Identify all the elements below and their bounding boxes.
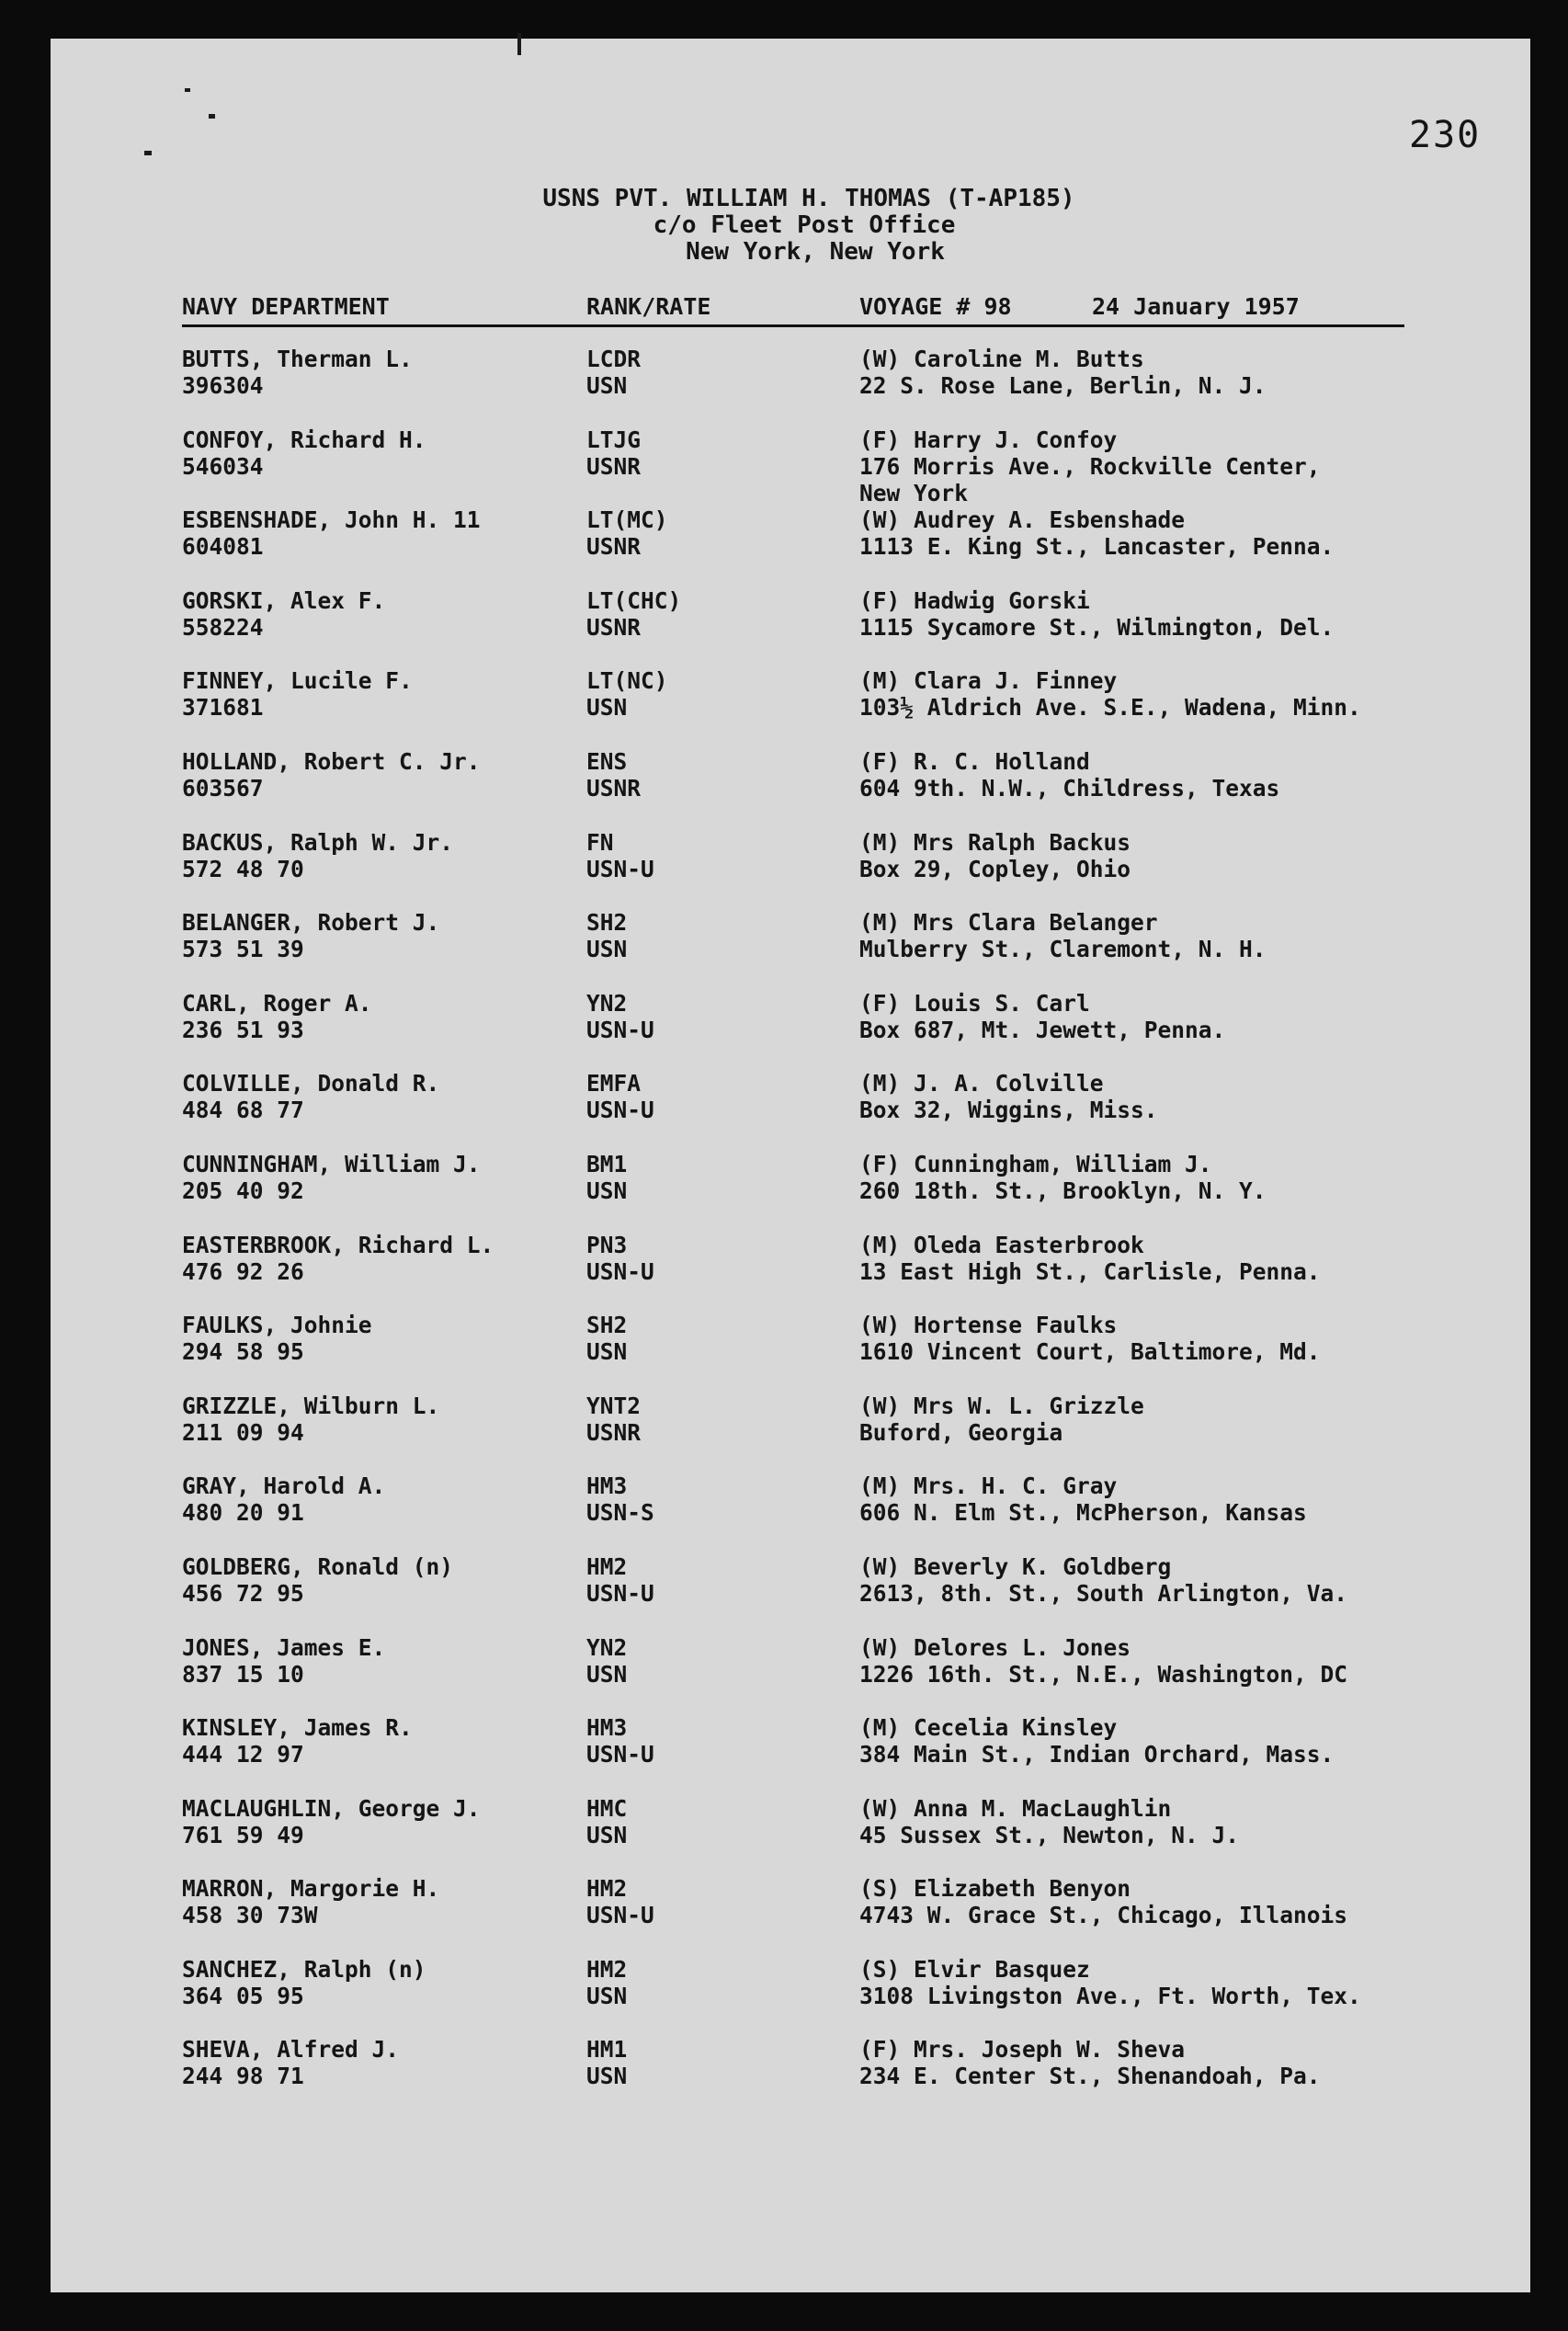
address-line: 45 Sussex St., Newton, N. J. <box>859 1821 1240 1848</box>
service-number: 546034 <box>182 452 264 480</box>
letterhead <box>51 186 1530 266</box>
rank-column <box>586 990 654 1043</box>
next-of-kin-column <box>859 1070 1158 1123</box>
name-column <box>182 748 481 802</box>
address-line: 3108 Livingston Ave., Ft. Worth, Tex. <box>859 1982 1361 2009</box>
name-column <box>182 1553 453 1607</box>
next-of-kin: (M) Oleda Easterbrook <box>859 1231 1144 1258</box>
name-column <box>182 1875 439 1928</box>
rank: LT(CHC) <box>586 586 682 614</box>
header-department: NAVY DEPARTMENT <box>182 293 390 320</box>
city: New York, New York <box>686 238 945 266</box>
next-of-kin: (F) Cunningham, William J. <box>859 1150 1212 1177</box>
rank: SH2 <box>586 909 628 937</box>
address-line: 1226 16th. St., N.E., Washington, DC <box>859 1660 1348 1688</box>
person-name: KINSLEY, James R. <box>182 1714 413 1742</box>
name-column <box>182 1795 481 1848</box>
service-number: 364 05 95 <box>182 1982 304 2009</box>
service-number: 572 48 70 <box>182 855 304 882</box>
rank-column <box>586 426 641 480</box>
rank: HM1 <box>586 2036 628 2064</box>
address-line: 103½ Aldrich Ave. S.E., Wadena, Minn. <box>859 694 1361 722</box>
person-name: COLVILLE, Donald R. <box>182 1070 440 1097</box>
person-name: GRAY, Harold A. <box>182 1473 386 1500</box>
list-item <box>51 346 1530 426</box>
name-column <box>182 1956 426 2009</box>
address-line: 606 N. Elm St., McPherson, Kansas <box>859 1499 1307 1527</box>
branch: USN-S <box>586 1499 654 1527</box>
list-item <box>51 909 1530 990</box>
name-column <box>182 1232 494 1285</box>
service-number: 837 15 10 <box>182 1660 304 1688</box>
rank: HM2 <box>586 1875 628 1903</box>
next-of-kin-column <box>859 1875 1347 1928</box>
name-column <box>182 1714 413 1768</box>
next-of-kin-column <box>859 667 1361 721</box>
rank: PN3 <box>586 1231 628 1258</box>
next-of-kin: (S) Elizabeth Benyon <box>859 1875 1131 1903</box>
next-of-kin: (S) Elvir Basquez <box>859 1955 1090 1983</box>
branch: USNR <box>586 613 642 641</box>
address-line: 2613, 8th. St., South Arlington, Va. <box>859 1579 1348 1607</box>
branch: USN-U <box>586 1016 654 1043</box>
name-column <box>182 829 453 882</box>
list-item <box>51 990 1530 1071</box>
next-of-kin-column <box>859 1473 1307 1526</box>
branch: USN-U <box>586 1902 654 1929</box>
service-number: 444 12 97 <box>182 1741 304 1768</box>
rank: HM2 <box>586 1552 628 1580</box>
next-of-kin-column <box>859 909 1267 962</box>
branch: USN-U <box>586 1741 654 1768</box>
rank-column <box>586 587 681 641</box>
rank: HM3 <box>586 1714 628 1742</box>
address-line: Box 29, Copley, Ohio <box>859 855 1131 882</box>
rank-column <box>586 1473 654 1526</box>
service-number: 476 92 26 <box>182 1257 304 1285</box>
next-of-kin-column <box>859 1232 1321 1285</box>
list-item <box>51 1393 1530 1473</box>
rank-column <box>586 1312 627 1365</box>
list-item <box>51 1553 1530 1634</box>
name-column <box>182 587 385 641</box>
next-of-kin-column <box>859 1553 1347 1607</box>
branch: USNR <box>586 533 642 561</box>
person-name: GOLDBERG, Ronald (n) <box>182 1552 454 1580</box>
next-of-kin-column <box>859 1312 1321 1365</box>
person-name: FINNEY, Lucile F. <box>182 667 413 695</box>
name-column <box>182 1634 385 1688</box>
branch: USN-U <box>586 855 654 882</box>
name-column <box>182 1473 385 1526</box>
address-line: 384 Main St., Indian Orchard, Mass. <box>859 1741 1335 1768</box>
list-item <box>51 829 1530 910</box>
name-column <box>182 506 481 560</box>
list-item <box>51 667 1530 748</box>
address-line: 4743 W. Grace St., Chicago, Illanois <box>859 1902 1348 1929</box>
service-number: 558224 <box>182 613 264 641</box>
person-name: BELANGER, Robert J. <box>182 909 440 937</box>
address-line: Buford, Georgia <box>859 1418 1063 1446</box>
next-of-kin-column <box>859 1714 1334 1768</box>
personnel-list <box>51 346 1530 2117</box>
address-line: 1115 Sycamore St., Wilmington, Del. <box>859 613 1335 641</box>
next-of-kin: (F) Louis S. Carl <box>859 989 1090 1017</box>
next-of-kin-column <box>859 1393 1144 1446</box>
rank-column <box>586 1795 627 1848</box>
rank: YN2 <box>586 1633 628 1661</box>
service-number: 294 58 95 <box>182 1338 304 1366</box>
next-of-kin-column <box>859 587 1334 641</box>
next-of-kin-column <box>859 1634 1347 1688</box>
rank: ENS <box>586 747 628 775</box>
next-of-kin: (M) Clara J. Finney <box>859 667 1118 695</box>
person-name: GORSKI, Alex F. <box>182 586 386 614</box>
service-number: 603567 <box>182 774 264 802</box>
list-item <box>51 1634 1530 1715</box>
service-number: 456 72 95 <box>182 1579 304 1607</box>
next-of-kin: (F) Hadwig Gorski <box>859 586 1090 614</box>
branch: USN <box>586 1338 628 1366</box>
address-line: Mulberry St., Claremont, N. H. <box>859 936 1267 963</box>
service-number: 371681 <box>182 694 264 722</box>
person-name: CONFOY, Richard H. <box>182 426 426 453</box>
name-column <box>182 1151 481 1204</box>
rank: LT(NC) <box>586 667 668 695</box>
next-of-kin: (M) Mrs Clara Belanger <box>859 909 1158 937</box>
address-line: Box 687, Mt. Jewett, Penna. <box>859 1016 1226 1043</box>
scan-mark <box>144 151 152 155</box>
rank: EMFA <box>586 1070 642 1097</box>
name-column <box>182 667 413 721</box>
rank-column <box>586 909 627 962</box>
branch: USN-U <box>586 1097 654 1124</box>
service-number: 211 09 94 <box>182 1418 304 1446</box>
service-number: 205 40 92 <box>182 1177 304 1204</box>
rank-column <box>586 1553 654 1607</box>
next-of-kin: (W) Delores L. Jones <box>859 1633 1131 1661</box>
person-name: SANCHEZ, Ralph (n) <box>182 1955 426 1983</box>
next-of-kin: (M) Mrs. H. C. Gray <box>859 1473 1118 1500</box>
address-line: 604 9th. N.W., Childress, Texas <box>859 774 1280 802</box>
person-name: GRIZZLE, Wilburn L. <box>182 1392 440 1419</box>
name-column <box>182 426 426 480</box>
list-item <box>51 1473 1530 1553</box>
list-item <box>51 748 1530 829</box>
rank: YN2 <box>586 989 628 1017</box>
next-of-kin-column <box>859 990 1225 1043</box>
next-of-kin: (M) Cecelia Kinsley <box>859 1714 1118 1742</box>
list-item <box>51 2036 1530 2117</box>
person-name: EASTERBROOK, Richard L. <box>182 1231 494 1258</box>
service-number: 604081 <box>182 533 264 561</box>
next-of-kin: (M) Mrs Ralph Backus <box>859 828 1131 856</box>
address-line: 234 E. Center St., Shenandoah, Pa. <box>859 2063 1321 2090</box>
branch: USNR <box>586 452 642 480</box>
next-of-kin-column <box>859 829 1131 882</box>
service-number: 484 68 77 <box>182 1097 304 1124</box>
next-of-kin: (W) Beverly K. Goldberg <box>859 1552 1172 1580</box>
list-item <box>51 1956 1530 2037</box>
scan-mark <box>209 114 215 119</box>
header-voyage: VOYAGE # 98 <box>859 293 1012 320</box>
next-of-kin: (F) Mrs. Joseph W. Sheva <box>859 2036 1186 2064</box>
next-of-kin: (F) Harry J. Confoy <box>859 426 1118 453</box>
rank-column <box>586 829 654 882</box>
rank: BM1 <box>586 1150 628 1177</box>
person-name: HOLLAND, Robert C. Jr. <box>182 747 481 775</box>
address-line: 13 East High St., Carlisle, Penna. <box>859 1257 1321 1285</box>
rank: LT(MC) <box>586 506 668 534</box>
service-number: 236 51 93 <box>182 1016 304 1043</box>
rank: HM3 <box>586 1473 628 1500</box>
next-of-kin-column <box>859 1956 1361 2009</box>
person-name: CARL, Roger A. <box>182 989 372 1017</box>
person-name: MARRON, Margorie H. <box>182 1875 440 1903</box>
next-of-kin-column <box>859 2036 1321 2089</box>
list-item <box>51 1795 1530 1876</box>
branch: USN <box>586 372 628 399</box>
branch: USN <box>586 1982 628 2009</box>
list-item <box>51 426 1530 507</box>
rank-column <box>586 1714 654 1768</box>
next-of-kin: (W) Mrs W. L. Grizzle <box>859 1392 1144 1419</box>
person-name: ESBENSHADE, John H. 11 <box>182 506 481 534</box>
name-column <box>182 2036 399 2089</box>
service-number: 480 20 91 <box>182 1499 304 1527</box>
name-column <box>182 1312 372 1365</box>
rank-column <box>586 506 668 560</box>
rank: FN <box>586 828 614 856</box>
next-of-kin: (W) Caroline M. Butts <box>859 346 1144 372</box>
person-name: CUNNINGHAM, William J. <box>182 1150 481 1177</box>
rank-column <box>586 2036 627 2089</box>
branch: USNR <box>586 1418 642 1446</box>
name-column <box>182 990 372 1043</box>
rank-column <box>586 1070 654 1123</box>
address-line: 260 18th. St., Brooklyn, N. Y. <box>859 1177 1267 1204</box>
next-of-kin-column <box>859 1795 1239 1848</box>
name-column <box>182 1393 439 1446</box>
list-item <box>51 1151 1530 1232</box>
rank: HM2 <box>586 1955 628 1983</box>
rank-column <box>586 1875 654 1928</box>
service-number: 573 51 39 <box>182 936 304 963</box>
rank: YNT2 <box>586 1392 642 1419</box>
list-item <box>51 1875 1530 1956</box>
address-line: 176 Morris Ave., Rockville Center, <box>859 452 1321 480</box>
person-name: BUTTS, Therman L. <box>182 346 413 372</box>
next-of-kin-column <box>859 346 1267 399</box>
rank-column <box>586 1956 627 2009</box>
rank-column <box>586 1232 654 1285</box>
rank: LTJG <box>586 426 642 453</box>
table-header <box>182 293 1404 327</box>
rank-column <box>586 667 668 721</box>
address-line: Box 32, Wiggins, Miss. <box>859 1097 1158 1124</box>
branch: USN <box>586 2063 628 2090</box>
service-number: 396304 <box>182 372 264 399</box>
scan-mark <box>517 33 521 55</box>
next-of-kin: (F) R. C. Holland <box>859 747 1090 775</box>
next-of-kin: (W) Anna M. MacLaughlin <box>859 1794 1172 1822</box>
post-office: c/o Fleet Post Office <box>653 211 956 239</box>
branch: USN <box>586 1177 628 1204</box>
branch: USN-U <box>586 1579 654 1607</box>
header-rank-rate: RANK/RATE <box>586 293 711 320</box>
person-name: FAULKS, Johnie <box>182 1312 372 1339</box>
list-item <box>51 1714 1530 1795</box>
list-item <box>51 506 1530 587</box>
list-item <box>51 1232 1530 1313</box>
address-line: 22 S. Rose Lane, Berlin, N. J. <box>859 372 1267 399</box>
ship-name: USNS PVT. WILLIAM H. THOMAS (T-AP185) <box>542 185 1075 212</box>
name-column <box>182 909 439 962</box>
next-of-kin: (W) Audrey A. Esbenshade <box>859 506 1186 534</box>
rank-column <box>586 1151 627 1204</box>
rank: LCDR <box>586 346 642 372</box>
rank: SH2 <box>586 1312 628 1339</box>
next-of-kin-column <box>859 506 1334 560</box>
name-column <box>182 1070 439 1123</box>
rank-column <box>586 1393 641 1446</box>
branch: USN <box>586 1821 628 1848</box>
next-of-kin: (M) J. A. Colville <box>859 1070 1104 1097</box>
list-item <box>51 587 1530 668</box>
next-of-kin-column <box>859 426 1321 506</box>
service-number: 761 59 49 <box>182 1821 304 1848</box>
next-of-kin-column <box>859 1151 1267 1204</box>
address-line: 1113 E. King St., Lancaster, Penna. <box>859 533 1335 561</box>
scan-mark <box>185 88 190 92</box>
rank: HMC <box>586 1794 628 1822</box>
header-date: 24 January 1957 <box>1092 293 1300 320</box>
branch: USN-U <box>586 1257 654 1285</box>
list-item <box>51 1312 1530 1393</box>
address-line: 1610 Vincent Court, Baltimore, Md. <box>859 1338 1321 1366</box>
person-name: SHEVA, Alfred J. <box>182 2036 400 2064</box>
next-of-kin-column <box>859 748 1279 802</box>
person-name: BACKUS, Ralph W. Jr. <box>182 828 454 856</box>
rank-column <box>586 1634 627 1688</box>
address-line: New York <box>859 479 969 506</box>
rank-column <box>586 346 641 399</box>
rank-column <box>586 748 641 802</box>
next-of-kin: (W) Hortense Faulks <box>859 1312 1118 1339</box>
name-column <box>182 346 413 399</box>
person-name: MACLAUGHLIN, George J. <box>182 1794 481 1822</box>
service-number: 244 98 71 <box>182 2063 304 2090</box>
page-number: 230 <box>1409 114 1482 156</box>
branch: USN <box>586 936 628 963</box>
branch: USN <box>586 1660 628 1688</box>
service-number: 458 30 73W <box>182 1902 318 1929</box>
branch: USNR <box>586 774 642 802</box>
document-page <box>51 39 1530 2292</box>
list-item <box>51 1070 1530 1151</box>
person-name: JONES, James E. <box>182 1633 386 1661</box>
branch: USN <box>586 694 628 722</box>
